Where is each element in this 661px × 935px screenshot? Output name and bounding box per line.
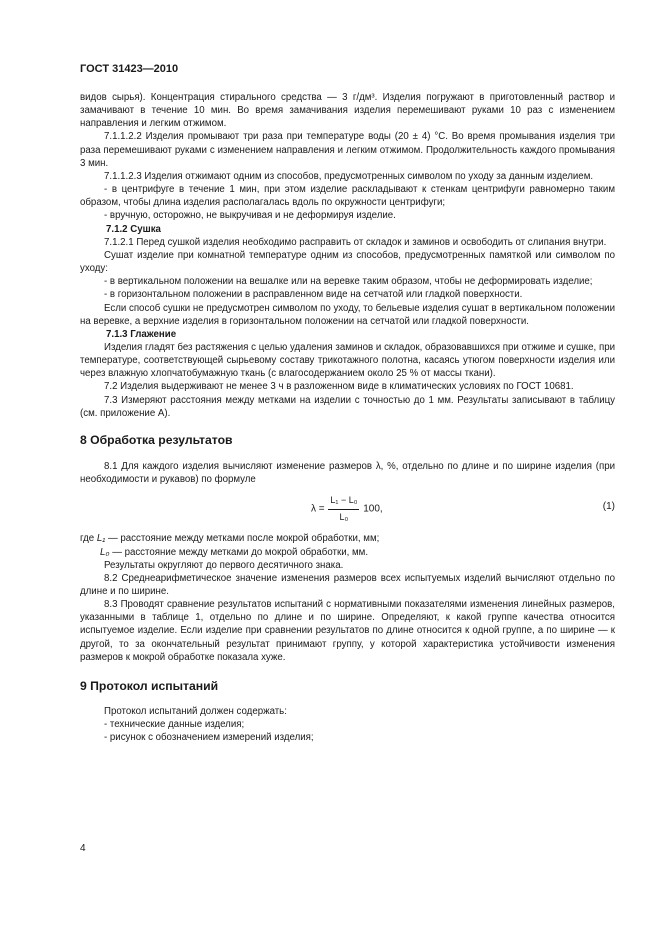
paragraph-7-1-1-2-3: 7.1.1.2.3 Изделия отжимают одним из способов, предусмотренных символом по уходу за данным изделием. bbox=[104, 170, 594, 182]
formula-denominator: L₀ bbox=[339, 511, 349, 522]
paragraph: Если способ сушки не предусмотрен символом по уходу, то бельевые изделия сушат в вертикальном положении на веревке, а верхние изделия в горизонтальном положении на сетчатой или гладкой поверхности. bbox=[80, 302, 615, 327]
document-body bbox=[80, 91, 615, 745]
section-title-8: 8 Обработка результатов bbox=[80, 432, 233, 447]
list-item: - в вертикальном положении на вешалке или на веревке таким образом, чтобы не деформировать изделие; bbox=[104, 276, 593, 288]
page-number: 4 bbox=[80, 843, 86, 854]
paragraph: Результаты округляют до первого десятичного знака. bbox=[104, 559, 344, 571]
list-item: - рисунок с обозначением измерений изделия; bbox=[104, 732, 314, 744]
paragraph-8-2: 8.2 Среднеарифметическое значение изменения размеров всех испытуемых изделий вычисляют отдельно по длине и по ширине. bbox=[80, 572, 615, 597]
section-title-9: 9 Протокол испытаний bbox=[80, 678, 219, 693]
paragraph-7-2: 7.2 Изделия выдерживают не менее 3 ч в разложенном виде в климатических условиях по ГОСТ 10681. bbox=[104, 381, 574, 393]
formula-lhs: λ = bbox=[311, 503, 325, 515]
paragraph-8-1: 8.1 Для каждого изделия вычисляют изменение размеров λ, %, отдельно по длине и по ширине изделия (при необходимости и рукавов) по формуле bbox=[80, 461, 615, 486]
list-item: - вручную, осторожно, не выкручивая и не деформируя изделие. bbox=[104, 210, 396, 222]
paragraph: видов сырья). Концентрация стирального средства — 3 г/дм³. Изделия погружают в приготовленный раствор и замачивают в течение 10 мин. Во время замачивания изделия перемешивают руками 10 раз с изменением направления и легким отжимом. bbox=[80, 92, 615, 130]
definition-text: — расстояние между метками после мокрой обработки, мм; bbox=[108, 533, 380, 545]
where-word: где bbox=[80, 533, 95, 545]
definition-line bbox=[80, 546, 615, 559]
formula-numerator: L₁ − L₀ bbox=[328, 494, 359, 509]
paragraph-7-3: 7.3 Измеряют расстояния между метками на изделии с точностью до 1 мм. Результаты записывают в таблицу (см. приложение А). bbox=[80, 394, 615, 419]
definition-text: — расстояние между метками до мокрой обработки, мм. bbox=[112, 546, 369, 558]
formula-fraction bbox=[328, 494, 359, 523]
formula-block bbox=[80, 488, 615, 528]
list-item: - в горизонтальном положении в расправленном виде на сетчатой или гладкой поверхности. bbox=[104, 289, 523, 301]
paragraph: Протокол испытаний должен содержать: bbox=[104, 706, 287, 718]
list-item: - технические данные изделия; bbox=[104, 719, 245, 731]
symbol-l1: L₁ bbox=[96, 533, 106, 545]
paragraph-8-3: 8.3 Проводят сравнение результатов испытаний с нормативными показателями изменения линейных размеров, указанными в таблице 1, отдельно по длине и по ширине. Определяют, к какой группе качества относится испытуемое изделие. Если изделие при сравнении результатов по длине относится к одной группе, а по ширине — к другой, то за окончательный результат принимают группу, у которой характеристика устойчивости изменения размеров к мокрой обработке показала хуже. bbox=[80, 599, 615, 663]
document-header: ГОСТ 31423—2010 bbox=[80, 63, 179, 75]
definition-line bbox=[80, 532, 615, 545]
subsection-title-7-1-3: 7.1.3 Глажение bbox=[106, 328, 177, 340]
symbol-l0: L₀ bbox=[100, 546, 110, 558]
paragraph-7-1-1-2-2: 7.1.1.2.2 Изделия промывают три раза при температуре воды (20 ± 4) °С. Во время промывания изделия три раза перемешивают руками с изменением направления и легким отжимом. Продолжительность каждого промывания 3 мин. bbox=[80, 131, 615, 169]
paragraph: Сушат изделие при комнатной температуре одним из способов, предусмотренных памяткой или символом по уходу: bbox=[80, 249, 615, 275]
subsection-title-7-1-2: 7.1.2 Сушка bbox=[106, 223, 161, 235]
formula bbox=[311, 494, 383, 523]
list-item: - в центрифуге в течение 1 мин, при этом изделие раскладывают к стенкам центрифуги равномерно таким образом, чтобы длина изделия располагалась вдоль по окружности центрифуги; bbox=[80, 184, 615, 209]
formula-multiplier: 100, bbox=[363, 503, 383, 515]
equation-number: (1) bbox=[602, 501, 615, 513]
paragraph: Изделия гладят без растяжения с целью удаления заминов и складок, образовавшихся при отжиме и сушке, при температуре, соответствующей сырьевому составу трикотажного полотна, касаясь утюгом поверхности изделия или через влажную хлопчатобумажную ткань (с влагосодержанием около 25 % от массы ткани). bbox=[80, 341, 615, 380]
paragraph-7-1-2-1: 7.1.2.1 Перед сушкой изделия необходимо расправить от складок и заминов и освободить от слипания внутри. bbox=[104, 236, 607, 248]
